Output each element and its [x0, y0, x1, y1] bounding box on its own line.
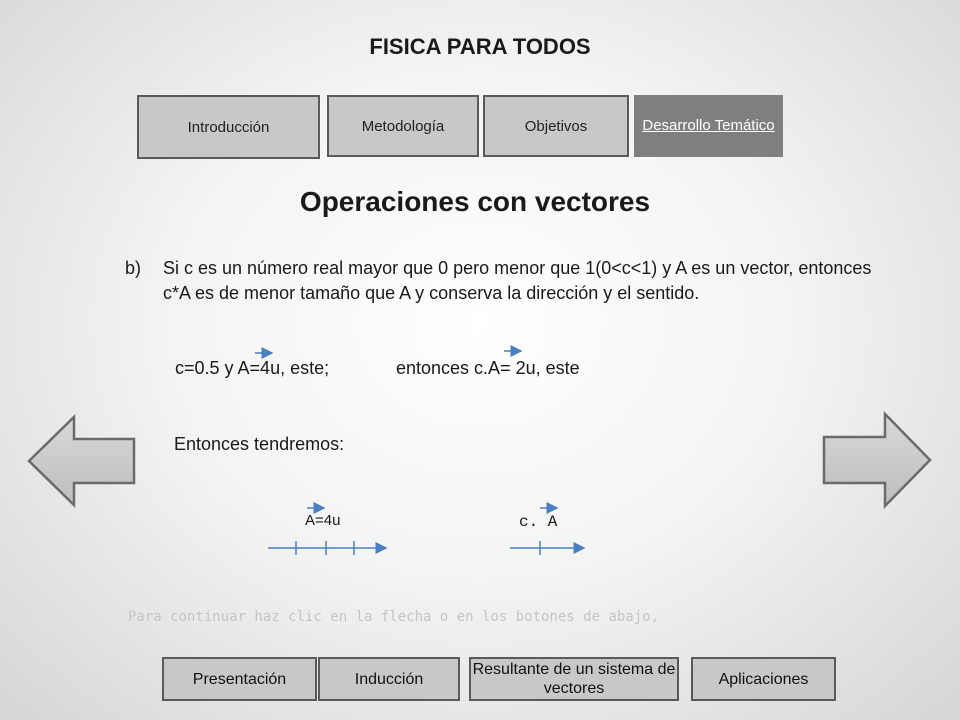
- tab-introduccion[interactable]: Introducción: [137, 95, 320, 159]
- section-heading: Operaciones con vectores: [299, 186, 651, 217]
- then-label: Entonces tendremos:: [174, 434, 345, 454]
- paragraph-text: Si c es un número real mayor que 0 pero menor que 1(0<c<1) y A es un vector, entonces c*A es de menor tamaño que A y conserva la dirección y el sentido.: [163, 258, 872, 303]
- nav-induccion-button[interactable]: Inducción: [318, 657, 460, 701]
- left-arrow-icon[interactable]: [26, 414, 138, 508]
- example-right: entonces c.A= 2u, este: [396, 358, 580, 378]
- vector-ca-label: c. A: [519, 513, 558, 531]
- right-arrow-icon[interactable]: [821, 411, 933, 509]
- page-title: FISICA PARA TODOS: [369, 34, 591, 59]
- instruction-note: Para continuar haz clic en la flecha o en los botones de abajo,: [128, 609, 660, 625]
- tab-objetivos[interactable]: Objetivos: [483, 95, 629, 157]
- item-marker: b): [125, 258, 142, 278]
- vector-a-label: A=4u: [305, 512, 341, 529]
- example-left: c=0.5 y A=4u, este;: [175, 358, 330, 378]
- nav-aplicaciones-button[interactable]: Aplicaciones: [691, 657, 836, 701]
- nav-resultante-button[interactable]: Resultante de un sistema de vectores: [469, 657, 679, 701]
- tab-desarrollo-tematico[interactable]: Desarrollo Temático: [634, 95, 783, 157]
- nav-presentacion-button[interactable]: Presentación: [162, 657, 317, 701]
- tab-metodologia[interactable]: Metodología: [327, 95, 479, 157]
